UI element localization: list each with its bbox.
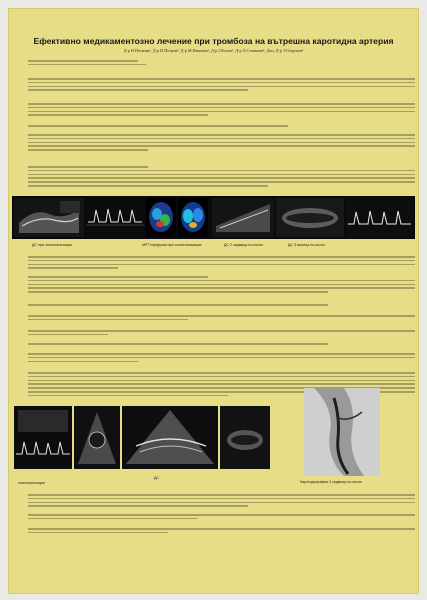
case-one-paragraph — [28, 134, 415, 153]
carotid-angiography-image — [304, 388, 380, 476]
doppler-spectrum-admission — [86, 198, 144, 237]
intro-paragraph-2 — [28, 103, 415, 118]
discussion-paragraph-5 — [28, 330, 415, 338]
affiliations — [28, 60, 148, 68]
caption-3-months: ДС 3 месеца по-късно — [288, 243, 326, 247]
discussion-paragraph-2 — [28, 276, 415, 295]
discussion-paragraph-1 — [28, 256, 415, 271]
discussion-paragraph-7 — [28, 353, 415, 364]
discussion-paragraph-6 — [28, 343, 415, 347]
discussion-paragraph-4 — [28, 315, 415, 323]
mri-perfusion-1 — [146, 198, 176, 237]
ultrasound-image-3-months — [276, 198, 344, 237]
conclusion-paragraph-3 — [28, 528, 415, 536]
mri-perfusion-2 — [178, 198, 208, 237]
caption-angiography: Каротидография 3 седмици по-късно — [300, 480, 363, 484]
ultrasound-image-2-weeks — [212, 198, 274, 237]
caption-2-weeks: ДС 2 седмици по-късно — [224, 243, 264, 247]
caption-mri: МРТ перфузия при хоспитализация — [142, 243, 202, 247]
ultrasound-longitudinal-case2 — [122, 406, 218, 469]
aim-paragraph — [28, 125, 415, 129]
intro-paragraph — [28, 78, 415, 93]
ultrasound-image-admission — [14, 198, 84, 237]
conclusion-paragraph-2 — [28, 514, 415, 522]
authors-line: Д-р И.Петкова¹, Д-р Н.Петров², Д-р М.Иванова¹, Д-р Г.Колев¹, Д-р Л.Стоянова², Доц. Д-р Т.Георгиев¹ — [123, 48, 304, 53]
findings-paragraph — [28, 166, 415, 189]
ultrasound-case2-detail — [220, 406, 270, 469]
poster-title: Ефективно медикаментозно лечение при тромбоза на вътрешна каротидна артерия — [33, 36, 394, 46]
doppler-spectrum-3-months — [346, 198, 413, 237]
discussion-paragraph-3 — [28, 304, 415, 308]
ultrasound-transverse-case2 — [74, 406, 120, 469]
caption-admission: ДС при хоспитализация — [32, 243, 72, 247]
poster — [8, 8, 419, 594]
doppler-spectrum-case2 — [14, 406, 72, 469]
conclusion-paragraph-1 — [28, 494, 415, 509]
caption-case2-ds: ДС — [154, 476, 160, 480]
caption-case2-admission: хоспитализация — [18, 481, 45, 485]
